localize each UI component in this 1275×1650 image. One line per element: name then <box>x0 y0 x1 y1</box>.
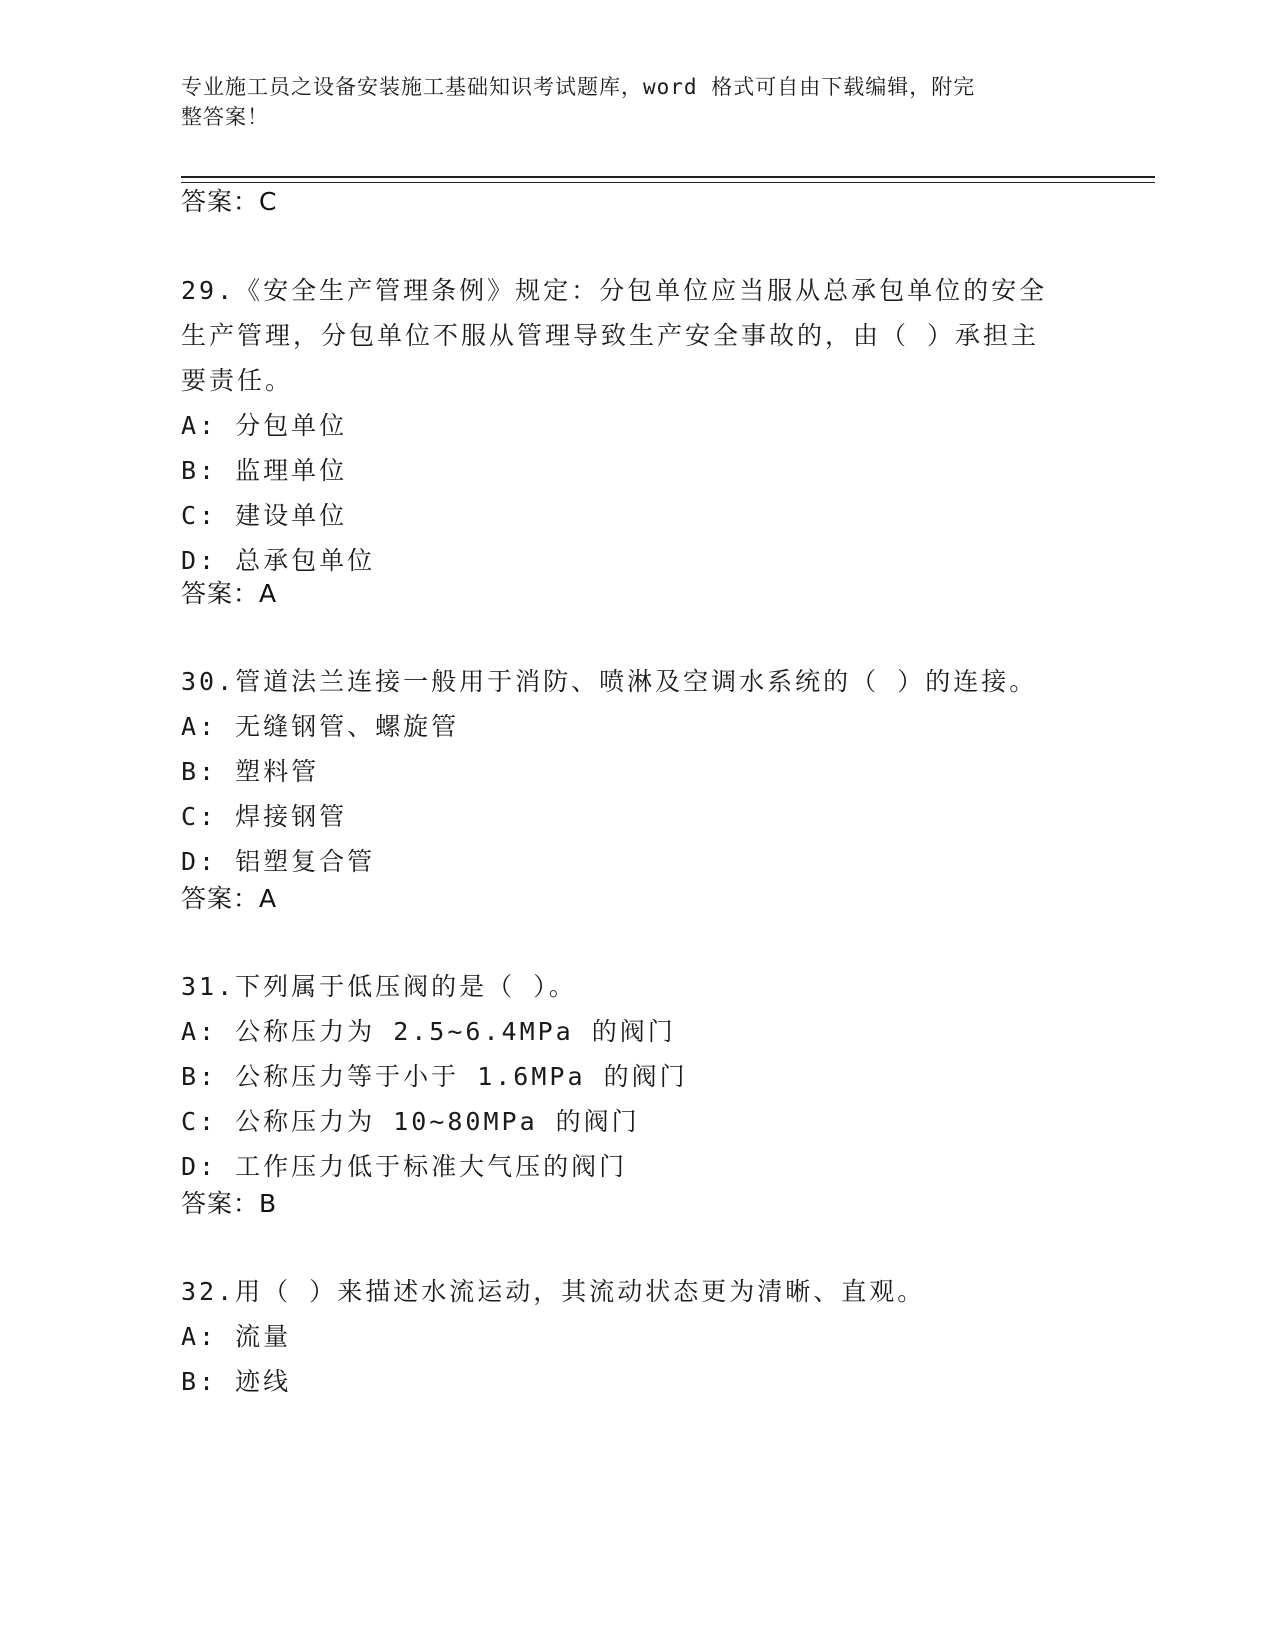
question-32-option-a: A: 流量 <box>181 1322 292 1351</box>
question-31-line-1: 31.下列属于低压阀的是（ ）。 <box>181 972 577 1001</box>
question-29-option-d: D: 总承包单位 <box>181 546 376 575</box>
answer-31: 答案：B <box>181 1189 278 1218</box>
question-29-line-2: 生产管理，分包单位不服从管理导致生产安全事故的，由（ ）承担主 <box>181 321 1040 350</box>
question-29-line-3: 要责任。 <box>181 366 294 395</box>
question-29-option-c: C: 建设单位 <box>181 501 348 530</box>
question-31-option-a: A: 公称压力为 2.5~6.4MPa 的阀门 <box>181 1017 676 1046</box>
answer-28: 答案：C <box>181 187 278 216</box>
question-31-option-c: C: 公称压力为 10~80MPa 的阀门 <box>181 1107 640 1136</box>
question-31-option-b: B: 公称压力等于小于 1.6MPa 的阀门 <box>181 1062 688 1091</box>
question-32-line-1: 32.用（ ）来描述水流运动，其流动状态更为清晰、直观。 <box>181 1277 926 1306</box>
question-29-option-b: B: 监理单位 <box>181 456 348 485</box>
question-31 <box>181 964 1061 1189</box>
question-30-option-a: A: 无缝钢管、螺旋管 <box>181 712 460 741</box>
question-29-option-a: A: 分包单位 <box>181 411 348 440</box>
header-line-2: 整答案！ <box>181 105 269 129</box>
question-30 <box>181 659 1061 884</box>
question-31-option-d: D: 工作压力低于标准大气压的阀门 <box>181 1152 628 1181</box>
question-32 <box>181 1269 1061 1404</box>
header-divider-thick <box>181 176 1155 178</box>
question-29 <box>181 268 1061 583</box>
question-30-option-b: B: 塑料管 <box>181 757 320 786</box>
document-header <box>181 72 1051 132</box>
header-divider-thin <box>181 182 1155 183</box>
answer-29: 答案：A <box>181 579 278 608</box>
answer-30: 答案：A <box>181 884 278 913</box>
question-32-option-b: B: 迹线 <box>181 1367 292 1396</box>
question-30-line-1: 30.管道法兰连接一般用于消防、喷淋及空调水系统的（ ）的连接。 <box>181 667 1038 696</box>
question-29-line-1: 29.《安全生产管理条例》规定：分包单位应当服从总承包单位的安全 <box>181 276 1048 305</box>
question-30-option-c: C: 焊接钢管 <box>181 802 348 831</box>
question-30-option-d: D: 铝塑复合管 <box>181 847 376 876</box>
header-line-1: 专业施工员之设备安装施工基础知识考试题库，word 格式可自由下载编辑，附完 <box>181 75 976 99</box>
